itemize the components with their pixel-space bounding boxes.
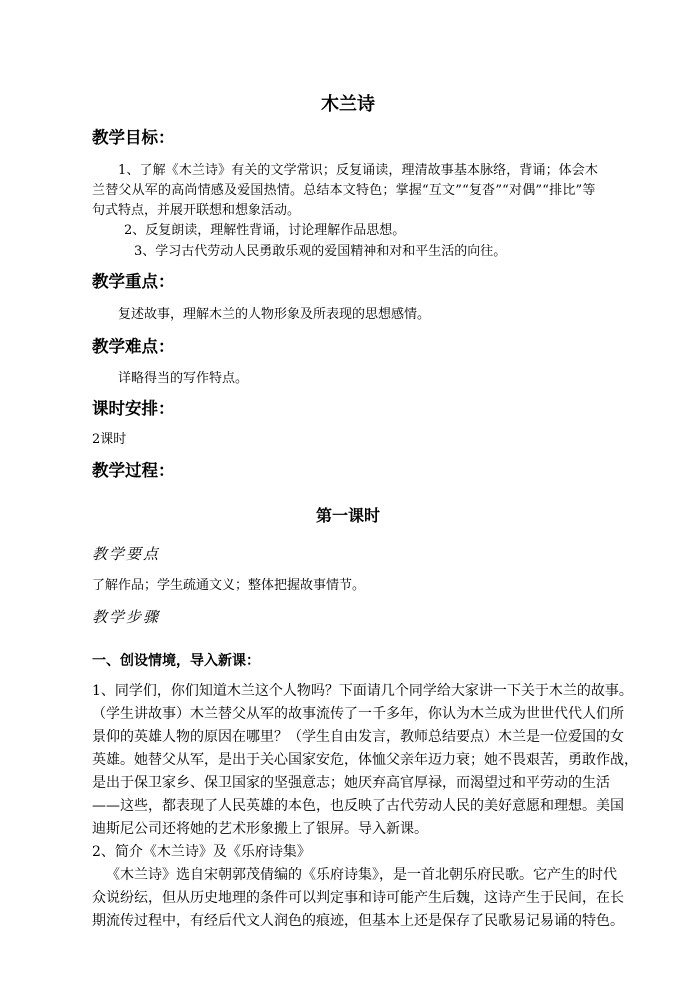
key-points-text: 复述故事，理解木兰的人物形象及所表现的思想感情。 <box>118 307 431 322</box>
para1-line-7: 迪斯尼公司还将她的艺术形象搬上了银屏。导入新课。 <box>92 821 428 837</box>
goals-line-2: 兰替父从军的高尚情感及爱国热情。总结本文特色；掌握“互文”“复沓”“对偶”“排比”等 <box>92 183 596 198</box>
lesson1-title: 第一课时 <box>315 506 380 525</box>
document-title: 木兰诗 <box>321 94 375 115</box>
goals-line-1: 1、了解《木兰诗》有关的文学常识；反复诵读，理清故事基本脉络，背诵；体会木 <box>118 163 598 178</box>
schedule-heading: 课时安排： <box>92 399 175 418</box>
goals-heading: 教学目标： <box>92 128 175 147</box>
goals-line-3: 句式特点，并展开联想和想象活动。 <box>92 203 301 218</box>
lesson1-points-heading: 教学要点 <box>92 545 161 563</box>
para1-line-6: ——这些，都表现了人民英雄的本色，也反映了古代劳动人民的美好意愿和理想。美国 <box>92 798 624 814</box>
para2-line-3: 期流传过程中，有经后代文人润色的痕迹，但基本上还是保存了民歌易记易诵的特色。 <box>92 913 624 929</box>
difficulties-heading: 教学难点： <box>92 337 175 356</box>
para2-line-1: 《木兰诗》选自宋朝郭茂倩编的《乐府诗集》，是一首北朝乐府民歌。它产生的时代 <box>106 867 617 883</box>
goals-line-5: 3、学习古代劳动人民勇敢乐观的爱国精神和对和平生活的向往。 <box>134 244 507 259</box>
lesson1-points-text: 了解作品；学生疏通文义；整体把握故事情节。 <box>92 578 366 593</box>
para1-line-4: 英雄。她替父从军，是出于关心国家安危，体恤父亲年迈力衰；她不畏艰苦，勇敢作战， <box>92 752 638 768</box>
para2-line-2: 众说纷纭，但从历史地理的条件可以判定事和诗可能产生后魏，这诗产生于民间，在长 <box>92 890 624 906</box>
section1-heading: 一、创设情境，导入新课： <box>92 653 260 669</box>
para1-line-1: 1、同学们，你们知道木兰这个人物吗？下面请几个同学给大家讲一下关于木兰的故事。 <box>92 683 633 699</box>
goals-line-4: 2、反复朗读，理解性背诵，讨论理解作品思想。 <box>124 223 406 238</box>
difficulties-text: 详略得当的写作特点。 <box>118 371 249 386</box>
para2-heading: 2、简介《木兰诗》及《乐府诗集》 <box>92 844 311 860</box>
schedule-text: 2课时 <box>92 432 127 447</box>
lesson1-steps-heading: 教学步骤 <box>92 608 161 626</box>
para1-line-3: 景仰的英雄人物的原因在哪里？（学生自由发言，教师总结要点）木兰是一位爱国的女 <box>92 729 624 745</box>
process-heading: 教学过程： <box>92 461 175 480</box>
key-points-heading: 教学重点： <box>92 272 175 291</box>
para1-line-5: 是出于保卫家乡、保卫国家的坚强意志；她厌弃高官厚禄，而渴望过和平劳动的生活 <box>92 775 610 791</box>
para1-line-2: （学生讲故事）木兰替父从军的故事流传了一千多年，你认为木兰成为世世代代人们所 <box>92 706 624 722</box>
